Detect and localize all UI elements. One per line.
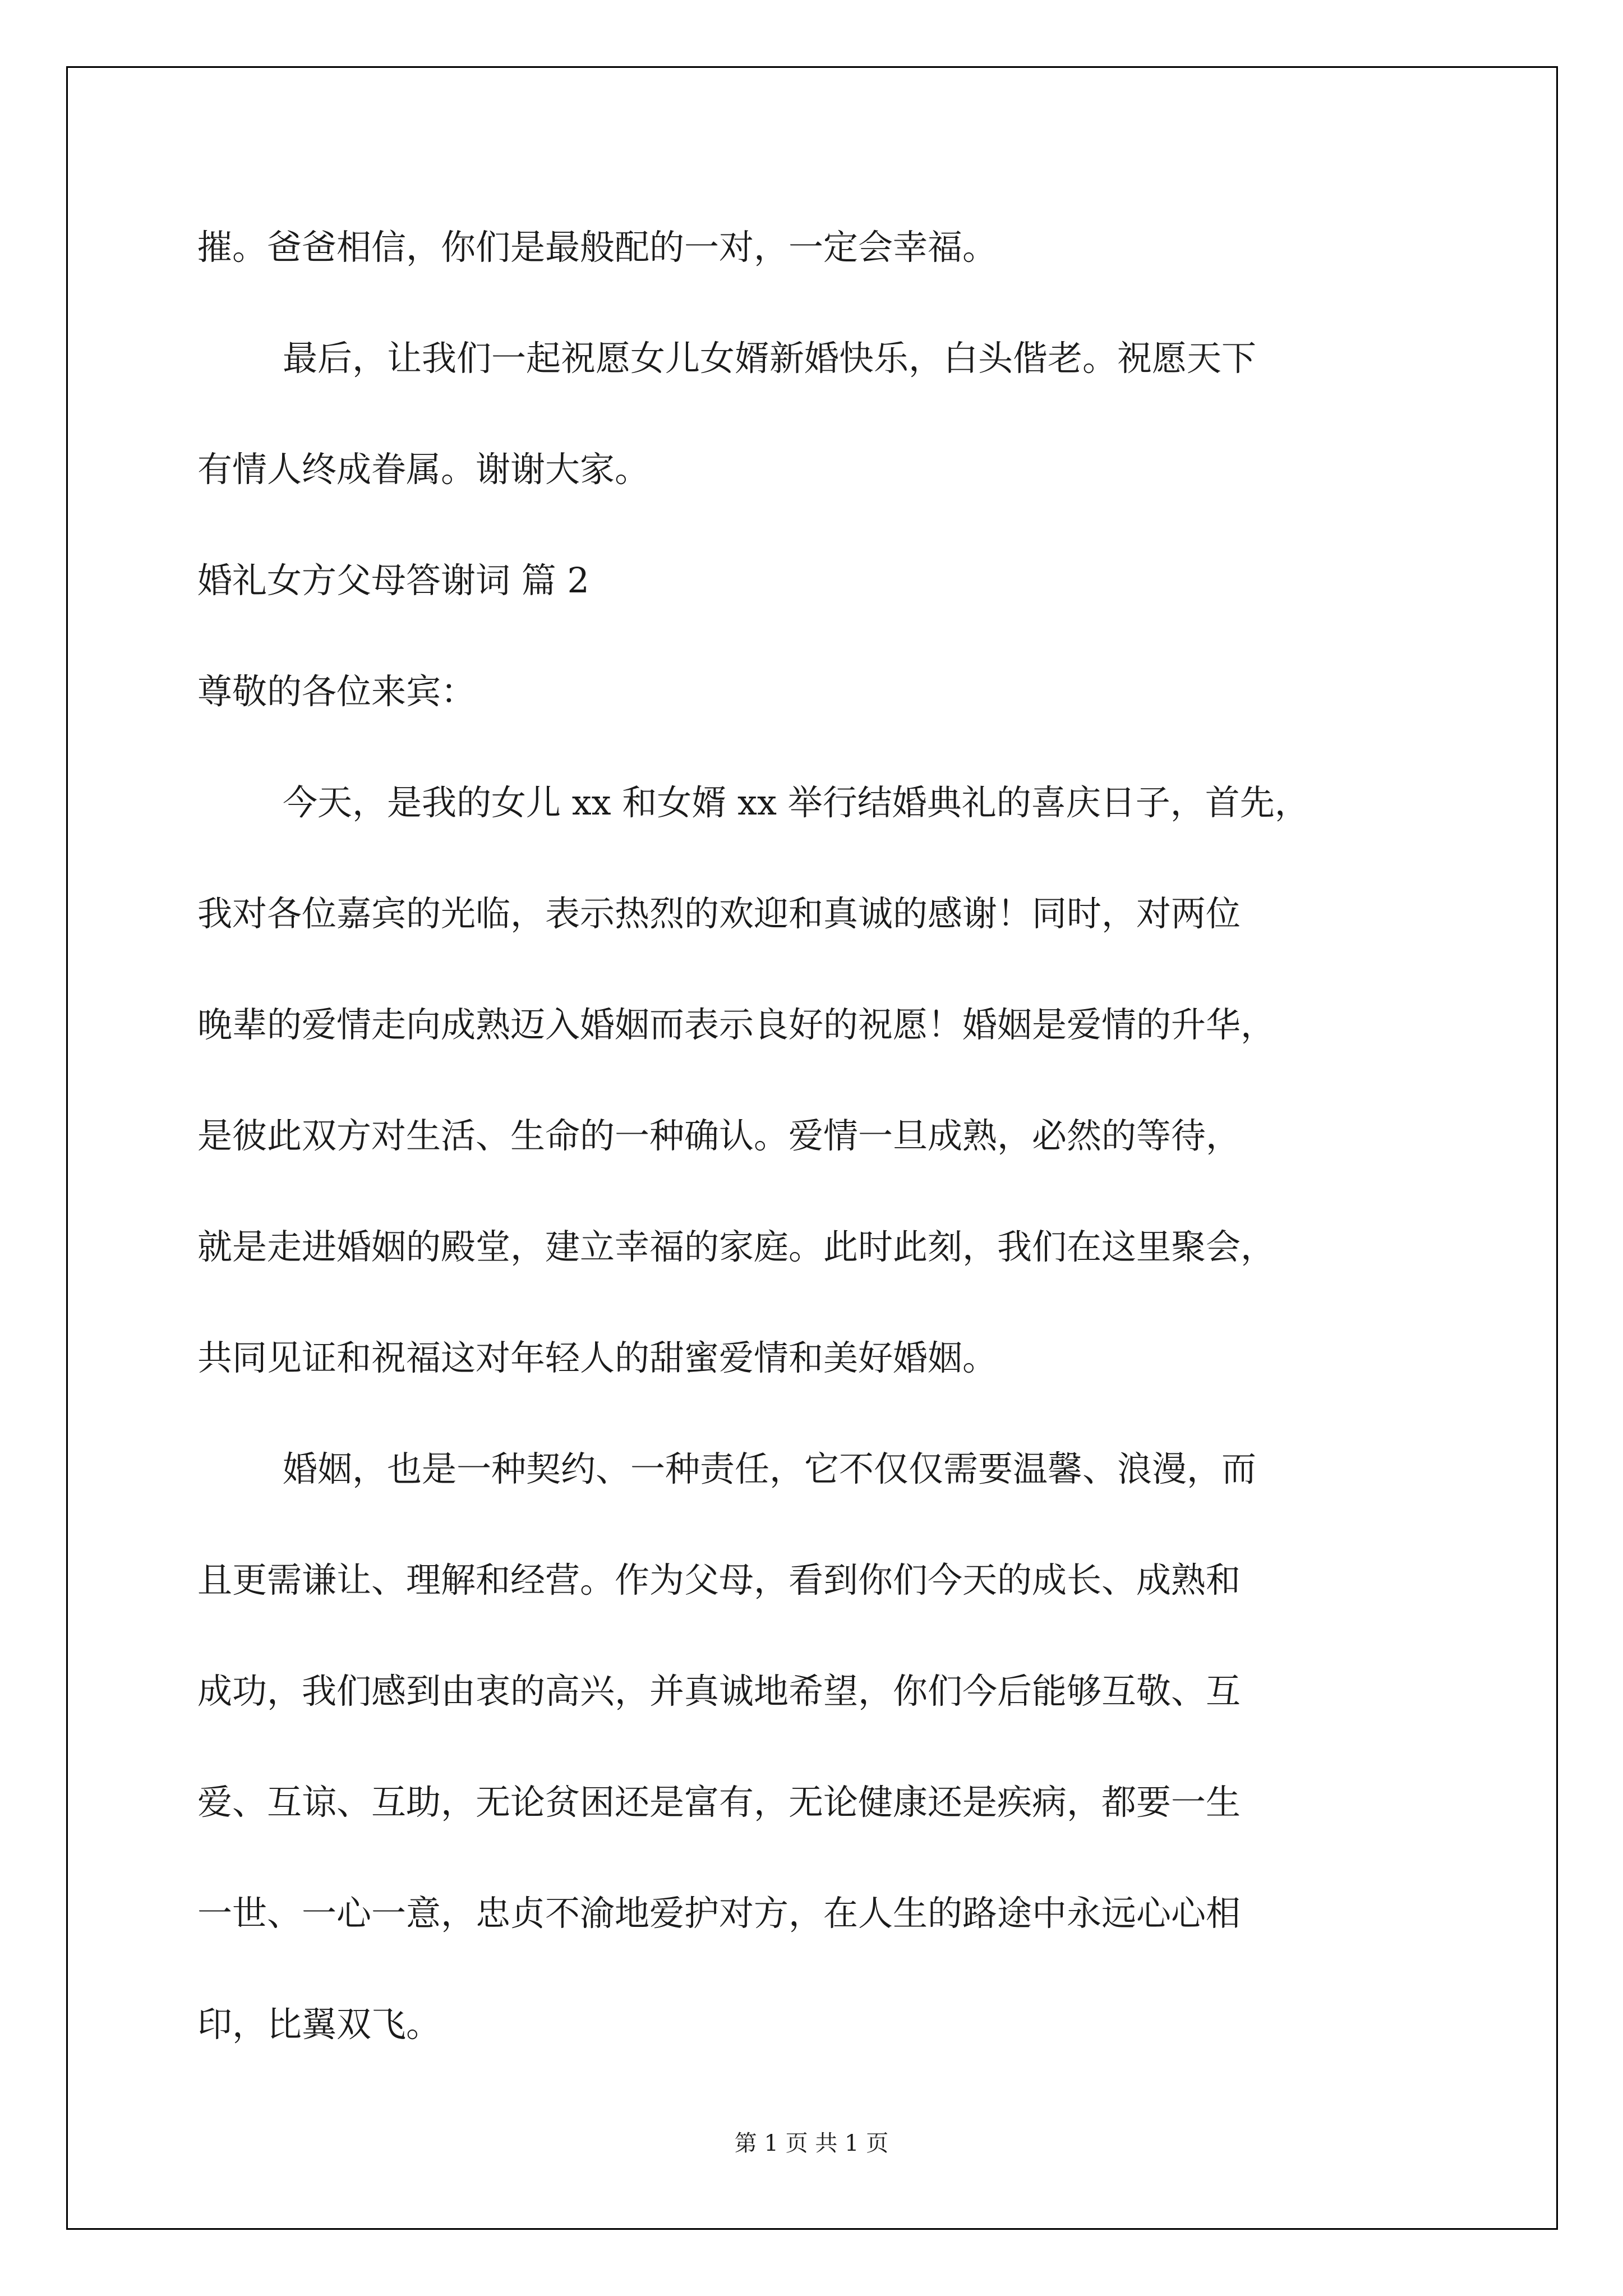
text-line: 是彼此双方对生活、生命的一种确认。爱情一旦成熟，必然的等待， — [197, 1115, 1241, 1156]
text-line: 我对各位嘉宾的光临，表示热烈的欢迎和真诚的感谢！同时，对两位 — [197, 893, 1241, 934]
text-line: 成功，我们感到由衷的高兴，并真诚地希望，你们今后能够互敬、互 — [197, 1671, 1241, 1711]
text-line: 爱、互谅、互助，无论贫困还是富有，无论健康还是疾病，都要一生 — [197, 1782, 1241, 1823]
text-line: 就是走进婚姻的殿堂，建立幸福的家庭。此时此刻，我们在这里聚会， — [197, 1226, 1276, 1267]
section-heading: 婚礼女方父母答谢词 篇 2 — [197, 560, 589, 601]
paragraph-line: 今天，是我的女儿 xx 和女婿 xx 举行结婚典礼的喜庆日子，首先， — [283, 782, 1310, 823]
paragraph-line: 最后，让我们一起祝愿女儿女婿新婚快乐，白头偕老。祝愿天下 — [283, 338, 1257, 379]
text-line: 共同见证和祝福这对年轻人的甜蜜爱情和美好婚姻。 — [197, 1337, 998, 1378]
text-line: 有情人终成眷属。谢谢大家。 — [197, 449, 650, 490]
page-footer: 第 1 页 共 1 页 — [734, 2131, 889, 2156]
text-line: 晚辈的爱情走向成熟迈入婚姻而表示良好的祝愿！婚姻是爱情的升华， — [197, 1004, 1276, 1045]
text-line: 一世、一心一意，忠贞不渝地爱护对方，在人生的路途中永远心心相 — [197, 1893, 1241, 1934]
paragraph-line: 婚姻，也是一种契约、一种责任，它不仅仅需要温馨、浪漫，而 — [283, 1448, 1257, 1489]
text-line: 摧。爸爸相信，你们是最般配的一对，一定会幸福。 — [197, 227, 998, 268]
text-line: 印，比翼双飞。 — [197, 2004, 441, 2045]
salutation: 尊敬的各位来宾： — [197, 671, 476, 712]
text-line: 且更需谦让、理解和经营。作为父母，看到你们今天的成长、成熟和 — [197, 1559, 1241, 1600]
